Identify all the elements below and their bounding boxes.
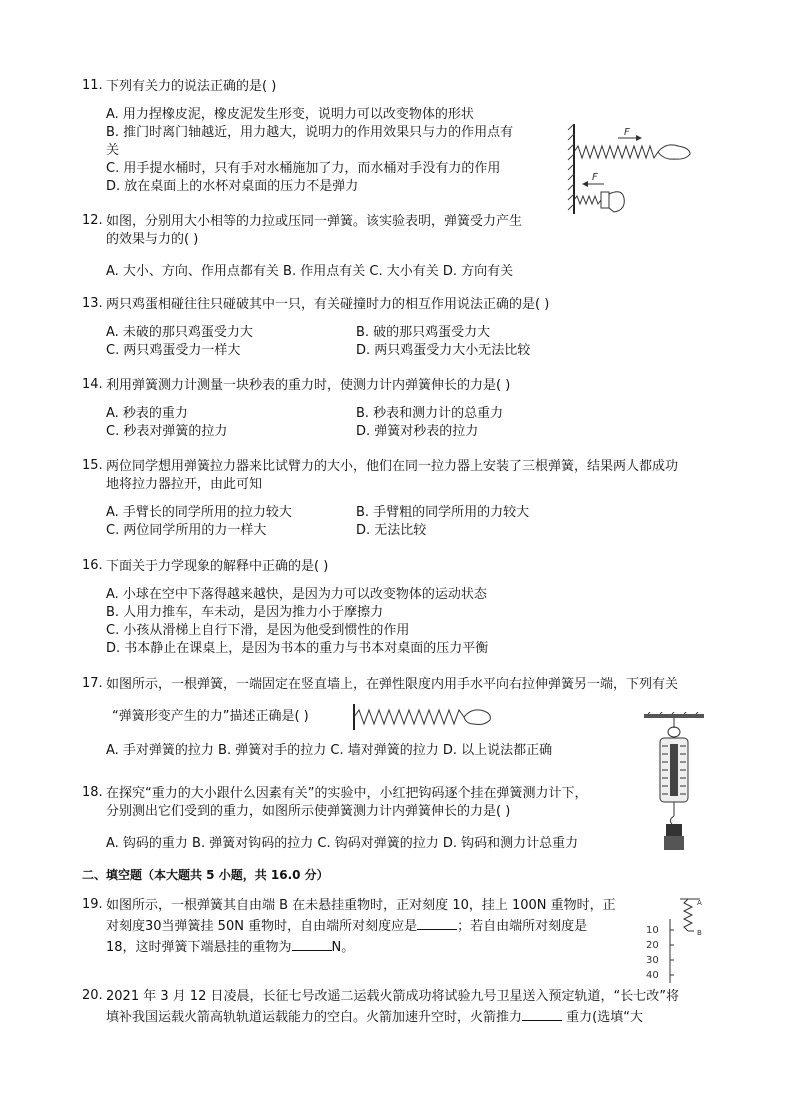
question-number: 12. — [82, 213, 103, 228]
section-heading: 二、填空题（本大题共 5 小题，共 16.0 分） — [82, 868, 329, 882]
option-c: C. 小孩从滑梯上自行下滑，是因为他受到惯性的作用 — [106, 623, 410, 638]
force-label: F — [624, 127, 630, 138]
question-16 — [82, 558, 722, 658]
question-stem: 如图所示，一根弹簧，一端固定在竖直墙上，在弹性限度内用手水平向右拉伸弹簧另一端，下列有关 — [106, 677, 679, 692]
question-stem-cont: 分别测出它们受到的重力，如图所示使弹簧测力计内弹簧伸长的力是( ) — [106, 804, 511, 819]
question-12 — [82, 213, 722, 281]
tick-label: 10 — [646, 925, 659, 936]
option-d: D. 无法比较 — [356, 523, 427, 538]
option-c: C. 用手提水桶时，只有手对水桶施加了力，而水桶对手没有力的作用 — [106, 161, 501, 176]
option-b: B. 人用力推车，车未动，是因为推力小于摩擦力 — [106, 605, 384, 620]
line-3-text-b: N。 — [331, 940, 355, 955]
question-number: 16. — [82, 558, 103, 573]
wall-spring-hand-figure — [350, 702, 495, 732]
options-line: A. 手对弹簧的拉力 B. 弹簧对手的拉力 C. 墙对弹簧的拉力 D. 以上说法都正确 — [106, 743, 553, 758]
spring-ruler-figure — [640, 895, 710, 987]
question-stem: 下面关于力学现象的解释中正确的是( ) — [106, 559, 329, 574]
line-2-text-b: 重力(选填“大 — [562, 1010, 643, 1025]
answer-blank[interactable] — [522, 1006, 562, 1021]
question-stem-cont: “弹簧形变产生的力”描述正确是( ) — [112, 709, 309, 724]
question-line-1: 2021 年 3 月 12 日凌晨，长征七号改遥二运载火箭成功将试验九号卫星送入预定轨道，“长七改”将 — [106, 989, 680, 1004]
question-stem: 两只鸡蛋相碰往往只碰破其中一只，有关碰撞时力的相互作用说法正确的是( ) — [106, 297, 550, 312]
option-b: B. 秒表和测力计的总重力 — [356, 406, 504, 421]
option-b: B. 手臂粗的同学所用的力较大 — [356, 505, 530, 520]
option-b: B. 破的那只鸡蛋受力大 — [356, 325, 491, 340]
question-stem: 如图，分别用大小相等的力拉或压同一弹簧。该实验表明，弹簧受力产生 — [106, 214, 523, 229]
question-number: 20. — [82, 988, 103, 1003]
question-line-2 — [106, 915, 642, 936]
question-14 — [82, 377, 722, 441]
question-18 — [82, 785, 722, 853]
option-a: A. 用力捏橡皮泥，橡皮泥发生形变，说明力可以改变物体的形状 — [106, 107, 474, 122]
question-stem: 在探究“重力的大小跟什么因素有关”的实验中，小红把钩码逐个挂在弹簧测力计下， — [106, 786, 588, 801]
option-d: D. 放在桌面上的水杯对桌面的压力不是弹力 — [106, 179, 359, 194]
question-line-3 — [106, 936, 642, 957]
tick-label: 40 — [646, 970, 659, 981]
question-13 — [82, 296, 722, 360]
option-d: D. 书本静止在课桌上，是因为书本的重力与书本对桌面的压力平衡 — [106, 641, 489, 656]
option-b-cont: 关 — [106, 143, 120, 158]
question-stem-cont: 地将拉力器拉开，由此可知 — [106, 477, 263, 492]
line-2-text-a: 填补我国运载火箭高轨轨道运载能力的空白。火箭加速升空时，火箭推力 — [106, 1010, 523, 1025]
tick-label: 30 — [646, 955, 659, 966]
line-3-text-a: 18，这时弹簧下端悬挂的重物为 — [106, 940, 292, 955]
question-stem: 利用弹簧测力计测量一块秒表的重力时，使测力计内弹簧伸长的力是( ) — [106, 378, 511, 393]
question-number: 19. — [82, 897, 103, 912]
question-15 — [82, 458, 722, 540]
question-19 — [82, 897, 642, 957]
question-stem: 下列有关力的说法正确的是( ) — [106, 79, 277, 94]
question-number: 13. — [82, 296, 103, 311]
option-a: A. 小球在空中下落得越来越快，是因为力可以改变物体的运动状态 — [106, 587, 487, 602]
option-c: C. 两只鸡蛋受力一样大 — [106, 343, 241, 358]
option-d: D. 弹簧对秒表的拉力 — [356, 424, 479, 439]
question-stem-cont: 的效果与力的( ) — [106, 232, 199, 247]
option-c: C. 秒表对弹簧的拉力 — [106, 424, 228, 439]
answer-blank-1[interactable] — [417, 915, 457, 930]
question-number: 14. — [82, 377, 103, 392]
question-number: 11. — [82, 78, 103, 93]
tick-label: 20 — [646, 940, 659, 951]
option-a: A. 手臂长的同学所用的拉力较大 — [106, 505, 292, 520]
question-line-2 — [106, 1006, 722, 1027]
option-a: A. 秒表的重力 — [106, 406, 188, 421]
question-20 — [82, 988, 722, 1027]
answer-blank-2[interactable] — [292, 936, 332, 951]
question-number: 17. — [82, 676, 103, 691]
option-d: D. 两只鸡蛋受力大小无法比较 — [356, 343, 531, 358]
question-stem: 两位同学想用弹簧拉力器来比试臂力的大小，他们在同一拉力器上安装了三根弹簧，结果两人都成功 — [106, 459, 679, 474]
point-b-label: B — [697, 929, 702, 937]
point-a-label: A — [697, 899, 702, 907]
option-a: A. 未破的那只鸡蛋受力大 — [106, 325, 253, 340]
question-line-1: 如图所示，一根弹簧其自由端 B 在未悬挂重物时，正对刻度 10，挂上 100N 重物时，正 — [106, 898, 616, 913]
line-2-text-b: ；若自由端所对刻度是 — [457, 919, 588, 934]
question-number: 15. — [82, 458, 103, 473]
option-c: C. 两位同学所用的力一样大 — [106, 523, 267, 538]
options-line: A. 钩码的重力 B. 弹簧对钩码的拉力 C. 钩码对弹簧的拉力 D. 钩码和测力计总重力 — [106, 836, 579, 851]
line-2-text-a: 对刻度30当弹簧挂 50N 重物时，自由端所对刻度应是 — [106, 919, 418, 934]
question-number: 18. — [82, 785, 103, 800]
option-b: B. 推门时离门轴越近，用力越大，说明力的作用效果只与力的作用点有 — [106, 125, 514, 140]
spring-force-figure — [566, 122, 696, 217]
options-line: A. 大小、方向、作用点都有关 B. 作用点有关 C. 大小有关 D. 方向有关 — [106, 264, 514, 279]
force-label-2: F — [592, 172, 598, 183]
